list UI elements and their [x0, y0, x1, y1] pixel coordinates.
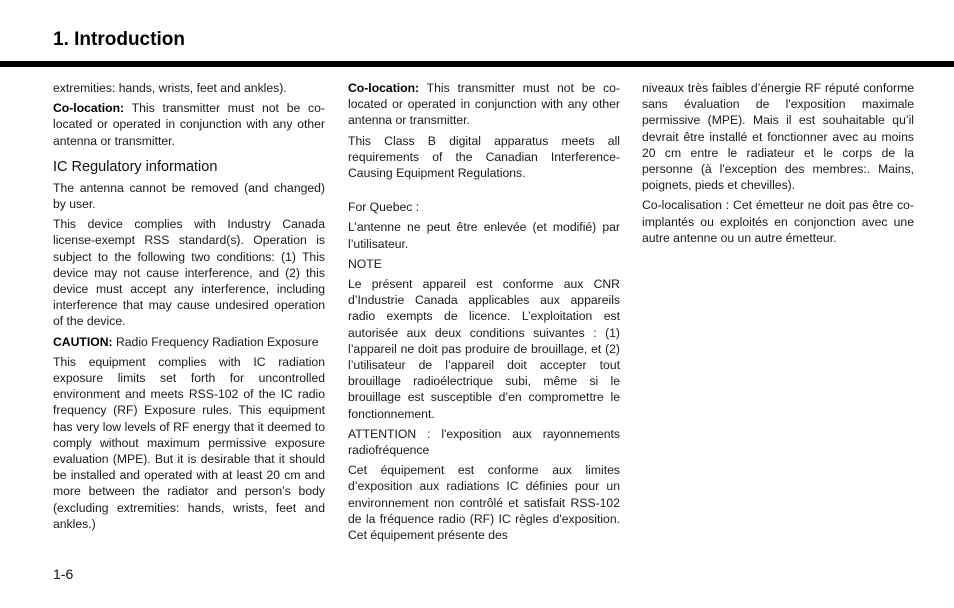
paragraph: For Quebec : — [348, 200, 420, 215]
section-heading: IC Regulatory information — [53, 158, 218, 175]
header-rule — [0, 61, 954, 67]
spacer — [348, 185, 620, 199]
page-number: 1-6 — [53, 566, 74, 582]
paragraph: L’antenne ne peut être enlevée (et modifié) par l’utilisateur. — [348, 220, 620, 251]
paragraph: ATTENTION : l'exposition aux rayonnements radiofréquence — [348, 426, 620, 458]
paragraph-lead: CAUTION: — [53, 334, 113, 349]
column-2 — [348, 80, 620, 547]
paragraph — [53, 100, 325, 149]
paragraph: extremities: hands, wrists, feet and ankles). — [53, 81, 287, 95]
paragraph: The antenna cannot be removed (and changed) by user. — [53, 180, 325, 212]
paragraph-text: This transmitter must not be co-located or operated in conjunction with any other antenna or transmitter. — [53, 101, 325, 148]
paragraph: niveaux très faibles d’énergie RF réputé conforme sans évaluation de l'exposition maximale permissive (MPE). Mais il est souhaitable qu’il devrait être installé et fonctionner avec au moins 20 cm entre le radiateur et le corps de la personne (à l'exception des membres:. Mains, poignets, pieds et chevilles). — [642, 81, 914, 193]
column-1 — [53, 80, 325, 536]
paragraph: Le présent appareil est conforme aux CNR d’Industrie Canada applicables aux appareils radio exempts de licence. L’exploitation est autorisée aux deux conditions suivantes : (1) l’appareil ne doit pas produire de brouillage, et (2) l’utilisateur de l’appareil doit accepter tout brouillage radioélectrique subi, même si le brouillage est susceptible d’en compromettre le fonctionnement. — [348, 277, 620, 421]
paragraph: Co-localisation : Cet émetteur ne doit pas être co-implantés ou exploités en conjonction avec une autre antenne ou un autre émetteur. — [642, 198, 914, 245]
paragraph: Cet équipement est conforme aux limites d’exposition aux radiations IC définies pour un environnement non contrôlé et satisfait RSS-102 de la fréquence radio (RF) IC règles d'exposition. Cet équipement présente des — [348, 463, 620, 543]
paragraph — [53, 334, 325, 350]
paragraph: This equipment complies with IC radiation exposure limits set forth for uncontrolled environment and meets RSS-102 of the IC radio frequency (RF) Exposure rules. This equipment has very low levels of RF energy that it deemed to comply without maximum permissive exposure evaluation (MPE). But it is desirable that it should be installed and operated with at least 20 cm and more between the radiator and person’s body (excluding extremities: hands, wrists, feet and ankles.) — [53, 354, 325, 531]
paragraph-text: This transmitter must not be co-located or operated in conjunction with any other antenna or transmitter. — [348, 81, 620, 128]
column-3 — [642, 80, 914, 250]
paragraph-text: Radio Frequency Radiation Exposure — [112, 334, 319, 349]
paragraph-lead: Co-location: — [53, 101, 125, 116]
paragraph — [348, 80, 620, 129]
paragraph: NOTE — [348, 256, 382, 271]
paragraph-lead: Co-location: — [348, 81, 420, 95]
page-title: 1. Introduction — [53, 29, 185, 50]
paragraph: This Class B digital apparatus meets all requirements of the Canadian Interference-Causing Equipment Regulations. — [348, 133, 620, 181]
paragraph: This device complies with Industry Canada license-exempt RSS standard(s). Operation is subject to the following two conditions: (1) This device may not cause interference, and (2) this device must accept any interference, including interference that may cause undesired operation of the device. — [53, 217, 325, 329]
